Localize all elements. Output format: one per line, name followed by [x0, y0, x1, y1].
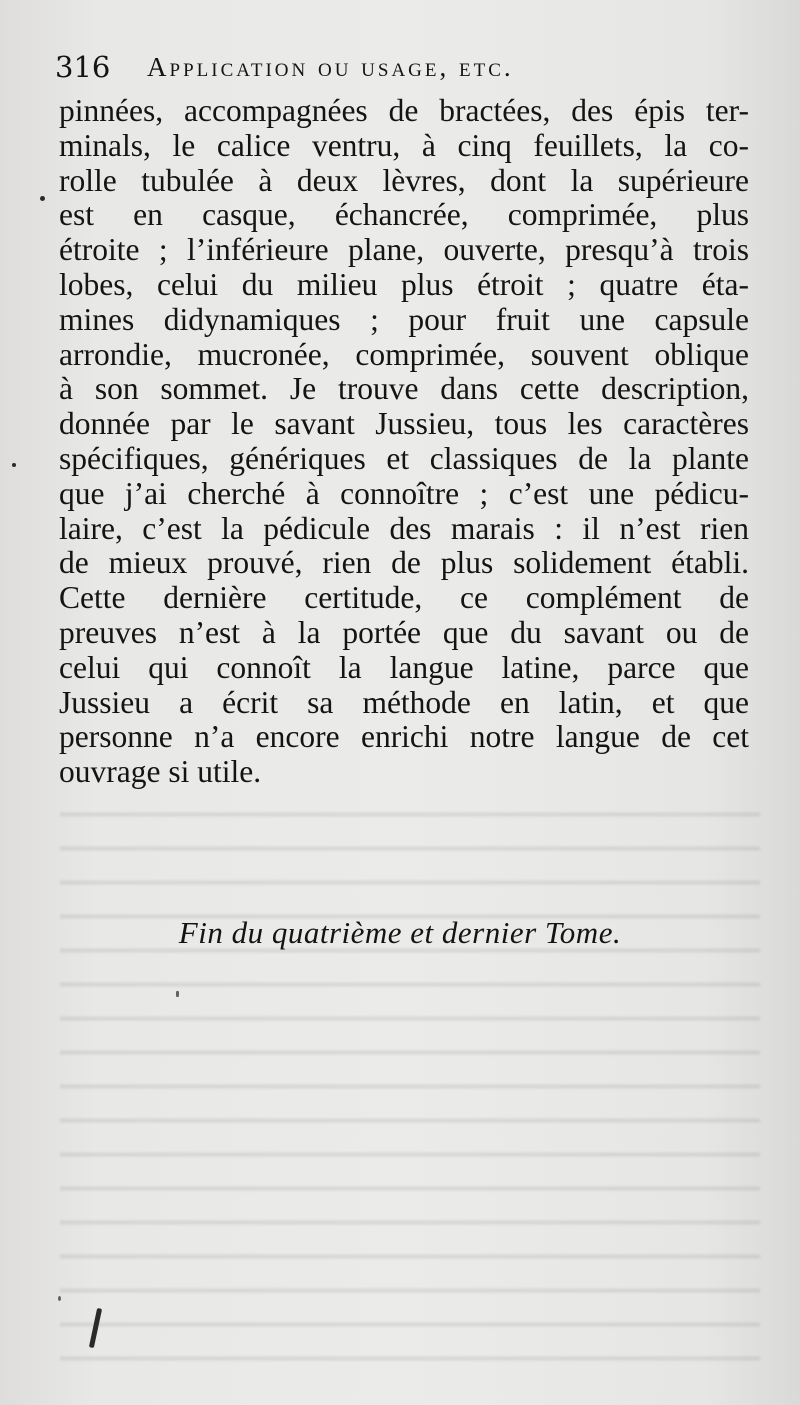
body-paragraph [59, 94, 749, 790]
running-title: Application ou usage, etc. [147, 52, 514, 82]
text-line: laire, c’est la pédicule des marais : il n’est rien [59, 510, 749, 546]
text-line: Cette dernière certitude, ce complément de [59, 580, 749, 616]
text-line: Jussieu a écrit sa méthode en latin, et que [59, 684, 749, 720]
page-header [55, 44, 755, 94]
text-line: donnée par le savant Jussieu, tous les caractères [59, 406, 749, 442]
show-through-texture [60, 790, 760, 1390]
ink-speck [40, 196, 45, 201]
text-line: que j’ai cherché à connoître ; c’est une pédicu- [59, 475, 749, 511]
text-line: personne n’a encore enrichi notre langue de cet [59, 719, 749, 755]
text-line: lobes, celui du milieu plus étroit ; quatre éta- [59, 266, 749, 302]
ink-speck [176, 991, 179, 997]
text-line-last: ouvrage si utile. [59, 754, 262, 790]
text-line: spécifiques, génériques et classiques de la plante [59, 440, 749, 476]
ink-mark [89, 1308, 102, 1348]
text-line: pinnées, accompagnées de bractées, des épis ter- [59, 93, 749, 128]
text-line: rolle tubulée à deux lèvres, dont la supérieure [59, 162, 749, 198]
text-line: de mieux prouvé, rien de plus solidement établi. [59, 545, 749, 581]
text-line: preuves n’est à la portée que du savant ou de [59, 614, 749, 650]
page-number: 316 [55, 50, 111, 84]
text-line: étroite ; l’inférieure plane, ouverte, presqu’à trois [59, 232, 749, 268]
text-line: arrondie, mucronée, comprimée, souvent oblique [59, 336, 749, 372]
text-line: minals, le calice ventru, à cinq feuillets, la co- [59, 127, 749, 163]
ink-speck [58, 1296, 61, 1301]
ink-speck [12, 463, 16, 467]
text-line: à son sommet. Je trouve dans cette description, [59, 371, 749, 407]
text-line: mines didynamiques ; pour fruit une capsule [59, 301, 749, 337]
closing-line: Fin du quatrième et dernier Tome. [178, 915, 622, 950]
text-line: celui qui connoît la langue latine, parce que [59, 649, 749, 685]
text-line: est en casque, échancrée, comprimée, plus [59, 197, 749, 233]
